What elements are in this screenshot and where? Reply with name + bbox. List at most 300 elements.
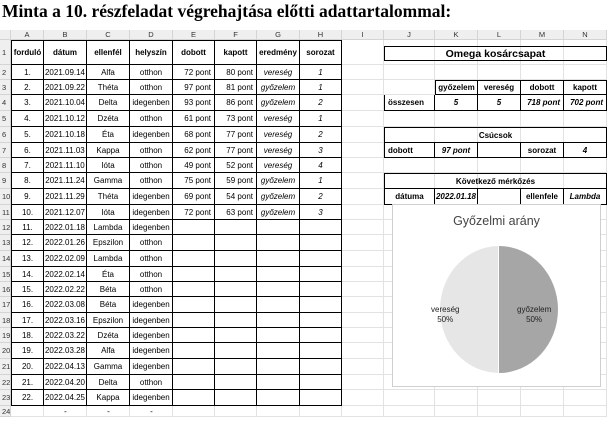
row-header-5[interactable]: 5 <box>0 111 11 127</box>
peaks-title-cell[interactable]: Csúcsok <box>384 127 607 143</box>
grid-cell[interactable] <box>342 143 384 158</box>
peak-dobott-value[interactable]: 97 pont <box>435 143 478 158</box>
table-cell[interactable]: 75 pont <box>173 173 215 189</box>
table-cell[interactable]: 2022.04.13 <box>44 359 87 375</box>
table-cell[interactable] <box>173 328 215 343</box>
table-cell[interactable] <box>173 235 215 251</box>
table-cell[interactable]: Théta <box>87 189 130 205</box>
table-cell[interactable]: 16. <box>11 297 44 313</box>
table-cell[interactable]: 2021.12.07 <box>44 205 87 220</box>
table-cell[interactable]: 6. <box>11 143 44 158</box>
table-cell[interactable]: Epszilon <box>87 313 130 328</box>
table-cell[interactable]: Alfa <box>87 343 130 359</box>
table-cell[interactable] <box>300 251 342 267</box>
grid-cell[interactable] <box>342 127 384 143</box>
table-cell[interactable] <box>173 220 215 235</box>
peak-sorozat-label[interactable]: sorozat <box>521 143 564 158</box>
table-cell[interactable]: 19. <box>11 343 44 359</box>
row-header-8[interactable]: 8 <box>0 158 11 173</box>
row-header-10[interactable]: 10 <box>0 189 11 205</box>
table-cell[interactable]: idegenben <box>130 220 173 235</box>
table-cell[interactable] <box>300 359 342 375</box>
table-cell[interactable]: Kappa <box>87 143 130 158</box>
peak-sorozat-value[interactable]: 4 <box>564 143 607 158</box>
grid-cell[interactable] <box>342 251 384 267</box>
grid-cell[interactable] <box>564 111 607 127</box>
table-cell[interactable]: 1. <box>11 65 44 80</box>
grid-cell[interactable] <box>521 406 564 417</box>
table-cell[interactable]: 11. <box>11 220 44 235</box>
summary-header-cell[interactable]: vereség <box>478 80 521 95</box>
table-cell[interactable]: Gamma <box>87 173 130 189</box>
table-cell[interactable] <box>300 282 342 297</box>
table-cell[interactable] <box>215 343 257 359</box>
table-cell[interactable]: 54 pont <box>215 189 257 205</box>
table-cell[interactable] <box>300 343 342 359</box>
table-cell[interactable]: otthon <box>130 173 173 189</box>
table-cell[interactable]: 2021.10.18 <box>44 127 87 143</box>
summary-total-value[interactable]: 5 <box>435 95 478 111</box>
summary-header-cell[interactable]: győzelem <box>435 80 478 95</box>
table-cell[interactable]: idegenben <box>130 328 173 343</box>
table-cell[interactable]: otthon <box>130 375 173 390</box>
table-cell[interactable]: Gamma <box>87 359 130 375</box>
table-cell[interactable] <box>173 297 215 313</box>
table-cell[interactable] <box>300 390 342 406</box>
table-cell[interactable] <box>300 328 342 343</box>
table-header-cell[interactable]: helyszín <box>130 40 173 65</box>
table-cell[interactable] <box>215 313 257 328</box>
table-cell[interactable]: 49 pont <box>173 158 215 173</box>
row-header-11[interactable]: 11 <box>0 205 11 220</box>
table-cell[interactable]: otthon <box>130 251 173 267</box>
table-cell[interactable]: 5. <box>11 127 44 143</box>
table-cell[interactable]: 2022.04.25 <box>44 390 87 406</box>
grid-cell[interactable] <box>215 406 257 417</box>
table-cell[interactable]: Kappa <box>87 390 130 406</box>
table-cell[interactable]: 9. <box>11 189 44 205</box>
grid-cell[interactable] <box>521 111 564 127</box>
table-cell[interactable]: 68 pont <box>173 127 215 143</box>
table-cell[interactable]: otthon <box>130 158 173 173</box>
table-cell[interactable]: 12. <box>11 235 44 251</box>
table-cell[interactable]: otthon <box>130 65 173 80</box>
table-cell[interactable]: otthon <box>130 282 173 297</box>
win-ratio-chart[interactable] <box>392 204 601 387</box>
table-cell[interactable]: 81 pont <box>215 80 257 95</box>
table-cell[interactable]: Dzéta <box>87 328 130 343</box>
table-cell[interactable]: - <box>107 407 110 416</box>
column-header-j[interactable]: J <box>384 30 435 40</box>
table-cell[interactable]: 15. <box>11 282 44 297</box>
table-cell[interactable]: 2021.11.03 <box>44 143 87 158</box>
next-opp-label[interactable]: ellenfele <box>521 189 564 205</box>
row-header-13[interactable]: 13 <box>0 235 11 251</box>
table-cell[interactable]: 3. <box>11 95 44 111</box>
table-cell[interactable]: idegenben <box>130 359 173 375</box>
table-cell[interactable] <box>300 313 342 328</box>
table-header-cell[interactable]: sorozat <box>300 40 342 65</box>
table-cell[interactable]: 77 pont <box>215 143 257 158</box>
table-cell[interactable]: 2. <box>11 80 44 95</box>
grid-cell[interactable] <box>342 80 384 95</box>
grid-cell[interactable] <box>384 65 435 80</box>
column-header-c[interactable]: C <box>87 30 130 40</box>
table-cell[interactable] <box>215 297 257 313</box>
grid-cell[interactable] <box>342 158 384 173</box>
grid-cell[interactable] <box>342 359 384 375</box>
table-cell[interactable]: 2022.02.09 <box>44 251 87 267</box>
grid-cell[interactable] <box>564 65 607 80</box>
grid-cell[interactable] <box>478 111 521 127</box>
table-cell[interactable] <box>257 251 300 267</box>
grid-cell[interactable] <box>478 406 521 417</box>
table-cell[interactable]: - <box>150 407 153 416</box>
grid-cell[interactable] <box>342 267 384 282</box>
table-cell[interactable] <box>257 313 300 328</box>
table-cell[interactable] <box>300 297 342 313</box>
table-cell[interactable]: 72 pont <box>173 205 215 220</box>
grid-cell[interactable] <box>384 390 435 406</box>
table-cell[interactable]: otthon <box>130 235 173 251</box>
table-cell[interactable]: 2 <box>300 127 342 143</box>
table-cell[interactable]: idegenben <box>130 205 173 220</box>
table-cell[interactable] <box>257 267 300 282</box>
row-header-4[interactable]: 4 <box>0 95 11 111</box>
column-header-f[interactable]: F <box>215 30 257 40</box>
peak-dobott-label[interactable]: dobott <box>384 143 435 158</box>
column-header-e[interactable]: E <box>173 30 215 40</box>
table-cell[interactable]: 2022.03.22 <box>44 328 87 343</box>
table-cell[interactable]: 8. <box>11 173 44 189</box>
table-cell[interactable] <box>215 328 257 343</box>
table-cell[interactable] <box>257 282 300 297</box>
table-cell[interactable] <box>257 297 300 313</box>
grid-cell[interactable] <box>384 406 435 417</box>
table-cell[interactable]: vereség <box>257 65 300 80</box>
table-cell[interactable]: 2 <box>300 189 342 205</box>
row-header-14[interactable]: 14 <box>0 251 11 267</box>
grid-cell[interactable] <box>384 80 435 95</box>
row-header-7[interactable]: 7 <box>0 143 11 158</box>
table-cell[interactable]: 86 pont <box>215 95 257 111</box>
summary-total-value[interactable]: 702 pont <box>564 95 607 111</box>
table-cell[interactable]: vereség <box>257 111 300 127</box>
summary-total-label[interactable]: összesen <box>384 95 435 111</box>
table-cell[interactable]: 20. <box>11 359 44 375</box>
table-cell[interactable]: Delta <box>87 95 130 111</box>
table-cell[interactable]: Dzéta <box>87 111 130 127</box>
table-cell[interactable] <box>300 235 342 251</box>
table-cell[interactable] <box>215 390 257 406</box>
table-cell[interactable]: - <box>64 407 67 416</box>
table-cell[interactable]: 7. <box>11 158 44 173</box>
grid-cell[interactable] <box>342 220 384 235</box>
table-cell[interactable] <box>215 267 257 282</box>
table-cell[interactable] <box>215 251 257 267</box>
grid-cell[interactable] <box>342 297 384 313</box>
table-cell[interactable]: 63 pont <box>215 205 257 220</box>
table-cell[interactable]: 1 <box>300 111 342 127</box>
table-cell[interactable]: idegenben <box>130 95 173 111</box>
table-cell[interactable]: 2022.03.16 <box>44 313 87 328</box>
table-cell[interactable] <box>257 390 300 406</box>
table-cell[interactable]: 2022.01.26 <box>44 235 87 251</box>
table-cell[interactable] <box>300 375 342 390</box>
table-cell[interactable] <box>173 343 215 359</box>
summary-total-value[interactable]: 5 <box>478 95 521 111</box>
table-cell[interactable]: otthon <box>130 80 173 95</box>
next-blank[interactable] <box>478 189 521 205</box>
table-cell[interactable]: 2021.09.22 <box>44 80 87 95</box>
table-cell[interactable]: otthon <box>130 111 173 127</box>
column-header-h[interactable]: H <box>300 30 342 40</box>
column-header-d[interactable]: D <box>130 30 173 40</box>
grid-cell[interactable] <box>478 158 521 173</box>
peak-blank[interactable] <box>478 143 521 158</box>
grid-cell[interactable] <box>342 205 384 220</box>
grid-cell[interactable] <box>564 390 607 406</box>
table-cell[interactable]: 4 <box>300 158 342 173</box>
table-cell[interactable]: győzelem <box>257 205 300 220</box>
grid-cell[interactable] <box>342 65 384 80</box>
table-cell[interactable]: idegenben <box>130 189 173 205</box>
team-title-cell[interactable]: Omega kosárcsapat <box>384 46 607 61</box>
table-cell[interactable]: 1 <box>300 65 342 80</box>
table-cell[interactable]: 21. <box>11 375 44 390</box>
grid-cell[interactable] <box>435 406 478 417</box>
table-cell[interactable]: otthon <box>130 143 173 158</box>
row-header-17[interactable]: 17 <box>0 297 11 313</box>
column-header-m[interactable]: M <box>521 30 564 40</box>
table-header-cell[interactable]: dobott <box>173 40 215 65</box>
table-cell[interactable]: győzelem <box>257 189 300 205</box>
grid-cell[interactable] <box>342 235 384 251</box>
table-cell[interactable]: Béta <box>87 297 130 313</box>
grid-cell[interactable] <box>342 173 384 189</box>
table-cell[interactable]: 73 pont <box>215 111 257 127</box>
table-cell[interactable] <box>215 359 257 375</box>
table-cell[interactable]: 2021.10.12 <box>44 111 87 127</box>
table-cell[interactable]: Ióta <box>87 158 130 173</box>
table-cell[interactable]: 2021.09.14 <box>44 65 87 80</box>
grid-cell[interactable] <box>342 282 384 297</box>
grid-cell[interactable] <box>435 111 478 127</box>
table-header-cell[interactable]: eredmény <box>257 40 300 65</box>
grid-cell[interactable] <box>478 390 521 406</box>
grid-cell[interactable] <box>435 65 478 80</box>
grid-cell[interactable] <box>342 406 384 417</box>
grid-cell[interactable] <box>342 375 384 390</box>
table-cell[interactable]: 2021.11.24 <box>44 173 87 189</box>
row-header-19[interactable]: 19 <box>0 328 11 343</box>
grid-cell[interactable] <box>342 343 384 359</box>
table-cell[interactable] <box>257 220 300 235</box>
table-cell[interactable] <box>257 328 300 343</box>
table-header-cell[interactable]: kapott <box>215 40 257 65</box>
table-cell[interactable]: 77 pont <box>215 127 257 143</box>
table-cell[interactable]: 2022.02.14 <box>44 267 87 282</box>
summary-total-value[interactable]: 718 pont <box>521 95 564 111</box>
table-cell[interactable]: 22. <box>11 390 44 406</box>
table-cell[interactable]: otthon <box>130 267 173 282</box>
row-header-24[interactable]: 24 <box>2 406 11 416</box>
next-match-title-cell[interactable]: Következő mérkőzés <box>384 173 607 189</box>
table-cell[interactable]: győzelem <box>257 95 300 111</box>
table-cell[interactable]: idegenben <box>130 343 173 359</box>
row-header-9[interactable]: 9 <box>0 173 11 189</box>
next-date-label[interactable]: dátuma <box>384 189 435 205</box>
table-cell[interactable] <box>173 267 215 282</box>
table-cell[interactable]: 2022.04.20 <box>44 375 87 390</box>
table-cell[interactable]: vereség <box>257 143 300 158</box>
row-header-16[interactable]: 16 <box>0 282 11 297</box>
row-header-12[interactable]: 12 <box>0 220 11 235</box>
table-cell[interactable] <box>173 359 215 375</box>
table-cell[interactable]: győzelem <box>257 80 300 95</box>
table-cell[interactable]: Béta <box>87 282 130 297</box>
table-cell[interactable] <box>215 375 257 390</box>
grid-cell[interactable] <box>521 158 564 173</box>
column-header-i[interactable]: I <box>342 30 384 40</box>
grid-cell[interactable] <box>342 189 384 205</box>
table-cell[interactable]: 72 pont <box>173 65 215 80</box>
table-cell[interactable]: Lambda <box>87 220 130 235</box>
grid-cell[interactable] <box>435 390 478 406</box>
table-cell[interactable]: idegenben <box>130 127 173 143</box>
table-cell[interactable]: Alfa <box>87 65 130 80</box>
row-header-15[interactable]: 15 <box>0 267 11 282</box>
summary-header-cell[interactable]: dobott <box>521 80 564 95</box>
table-cell[interactable] <box>215 235 257 251</box>
table-cell[interactable]: 69 pont <box>173 189 215 205</box>
table-cell[interactable] <box>215 282 257 297</box>
table-cell[interactable]: Lambda <box>87 251 130 267</box>
grid-cell[interactable] <box>342 40 384 65</box>
column-header-k[interactable]: K <box>435 30 478 40</box>
grid-cell[interactable] <box>564 158 607 173</box>
grid-cell[interactable] <box>11 406 44 417</box>
table-header-cell[interactable]: forduló <box>11 40 44 65</box>
table-cell[interactable]: 2022.02.22 <box>44 282 87 297</box>
row-header-6[interactable]: 6 <box>0 127 11 143</box>
table-cell[interactable]: 2021.10.04 <box>44 95 87 111</box>
table-cell[interactable] <box>173 375 215 390</box>
next-date-value[interactable]: 2022.01.18 <box>435 189 478 205</box>
table-cell[interactable] <box>300 220 342 235</box>
table-cell[interactable]: 17. <box>11 313 44 328</box>
table-cell[interactable]: 3 <box>300 143 342 158</box>
table-cell[interactable]: 93 pont <box>173 95 215 111</box>
table-header-cell[interactable]: dátum <box>44 40 87 65</box>
table-cell[interactable]: idegenben <box>130 390 173 406</box>
row-header-18[interactable]: 18 <box>0 313 11 328</box>
column-header-a[interactable]: A <box>11 30 44 40</box>
table-cell[interactable]: 61 pont <box>173 111 215 127</box>
table-cell[interactable] <box>173 390 215 406</box>
table-cell[interactable]: 52 pont <box>215 158 257 173</box>
column-header-b[interactable]: B <box>44 30 87 40</box>
table-cell[interactable] <box>173 282 215 297</box>
table-cell[interactable]: 2 <box>300 95 342 111</box>
table-cell[interactable]: vereség <box>257 127 300 143</box>
table-cell[interactable]: 13. <box>11 251 44 267</box>
grid-cell[interactable] <box>257 406 300 417</box>
column-header-g[interactable]: G <box>257 30 300 40</box>
table-cell[interactable] <box>215 220 257 235</box>
table-cell[interactable]: Epszilon <box>87 235 130 251</box>
table-header-cell[interactable]: ellenfél <box>87 40 130 65</box>
table-cell[interactable]: Éta <box>87 267 130 282</box>
grid-cell[interactable] <box>521 65 564 80</box>
grid-cell[interactable] <box>564 406 607 417</box>
row-header-20[interactable]: 20 <box>0 343 11 359</box>
table-cell[interactable] <box>257 343 300 359</box>
table-cell[interactable]: 14. <box>11 267 44 282</box>
grid-cell[interactable] <box>342 313 384 328</box>
table-cell[interactable]: 59 pont <box>215 173 257 189</box>
table-cell[interactable]: 80 pont <box>215 65 257 80</box>
table-cell[interactable] <box>257 375 300 390</box>
table-cell[interactable]: 2022.01.18 <box>44 220 87 235</box>
table-cell[interactable]: 10. <box>11 205 44 220</box>
grid-cell[interactable] <box>342 111 384 127</box>
table-cell[interactable]: 2022.03.08 <box>44 297 87 313</box>
grid-cell[interactable] <box>435 158 478 173</box>
table-cell[interactable] <box>300 267 342 282</box>
grid-cell[interactable] <box>173 406 215 417</box>
table-cell[interactable]: 2021.11.10 <box>44 158 87 173</box>
table-cell[interactable]: Delta <box>87 375 130 390</box>
table-cell[interactable] <box>173 251 215 267</box>
grid-cell[interactable] <box>384 158 435 173</box>
row-header-21[interactable]: 21 <box>0 359 11 375</box>
table-cell[interactable] <box>257 359 300 375</box>
next-opp-value[interactable]: Lambda <box>564 189 607 205</box>
table-cell[interactable]: 2021.11.29 <box>44 189 87 205</box>
row-header-23[interactable]: 23 <box>0 390 11 406</box>
table-cell[interactable]: 62 pont <box>173 143 215 158</box>
table-cell[interactable]: győzelem <box>257 173 300 189</box>
table-cell[interactable]: 18. <box>11 328 44 343</box>
column-header-n[interactable]: N <box>564 30 607 40</box>
grid-cell[interactable] <box>521 390 564 406</box>
table-cell[interactable]: Théta <box>87 80 130 95</box>
grid-cell[interactable] <box>342 390 384 406</box>
table-cell[interactable]: 4. <box>11 111 44 127</box>
grid-cell[interactable] <box>300 406 342 417</box>
table-cell[interactable]: 2022.03.28 <box>44 343 87 359</box>
table-cell[interactable]: idegenben <box>130 313 173 328</box>
table-cell[interactable]: 1 <box>300 173 342 189</box>
table-cell[interactable]: idegenben <box>130 297 173 313</box>
grid-cell[interactable] <box>384 111 435 127</box>
grid-cell[interactable] <box>342 328 384 343</box>
table-cell[interactable] <box>257 235 300 251</box>
column-header-l[interactable]: L <box>478 30 521 40</box>
table-cell[interactable]: 1 <box>300 80 342 95</box>
table-cell[interactable]: 3 <box>300 205 342 220</box>
table-cell[interactable]: 97 pont <box>173 80 215 95</box>
grid-cell[interactable] <box>478 65 521 80</box>
row-header-22[interactable]: 22 <box>0 375 11 390</box>
grid-cell[interactable] <box>342 95 384 111</box>
table-cell[interactable]: Ióta <box>87 205 130 220</box>
table-cell[interactable]: Éta <box>87 127 130 143</box>
table-cell[interactable]: vereség <box>257 158 300 173</box>
row-header-3[interactable]: 3 <box>0 80 11 95</box>
summary-header-cell[interactable]: kapott <box>564 80 607 95</box>
